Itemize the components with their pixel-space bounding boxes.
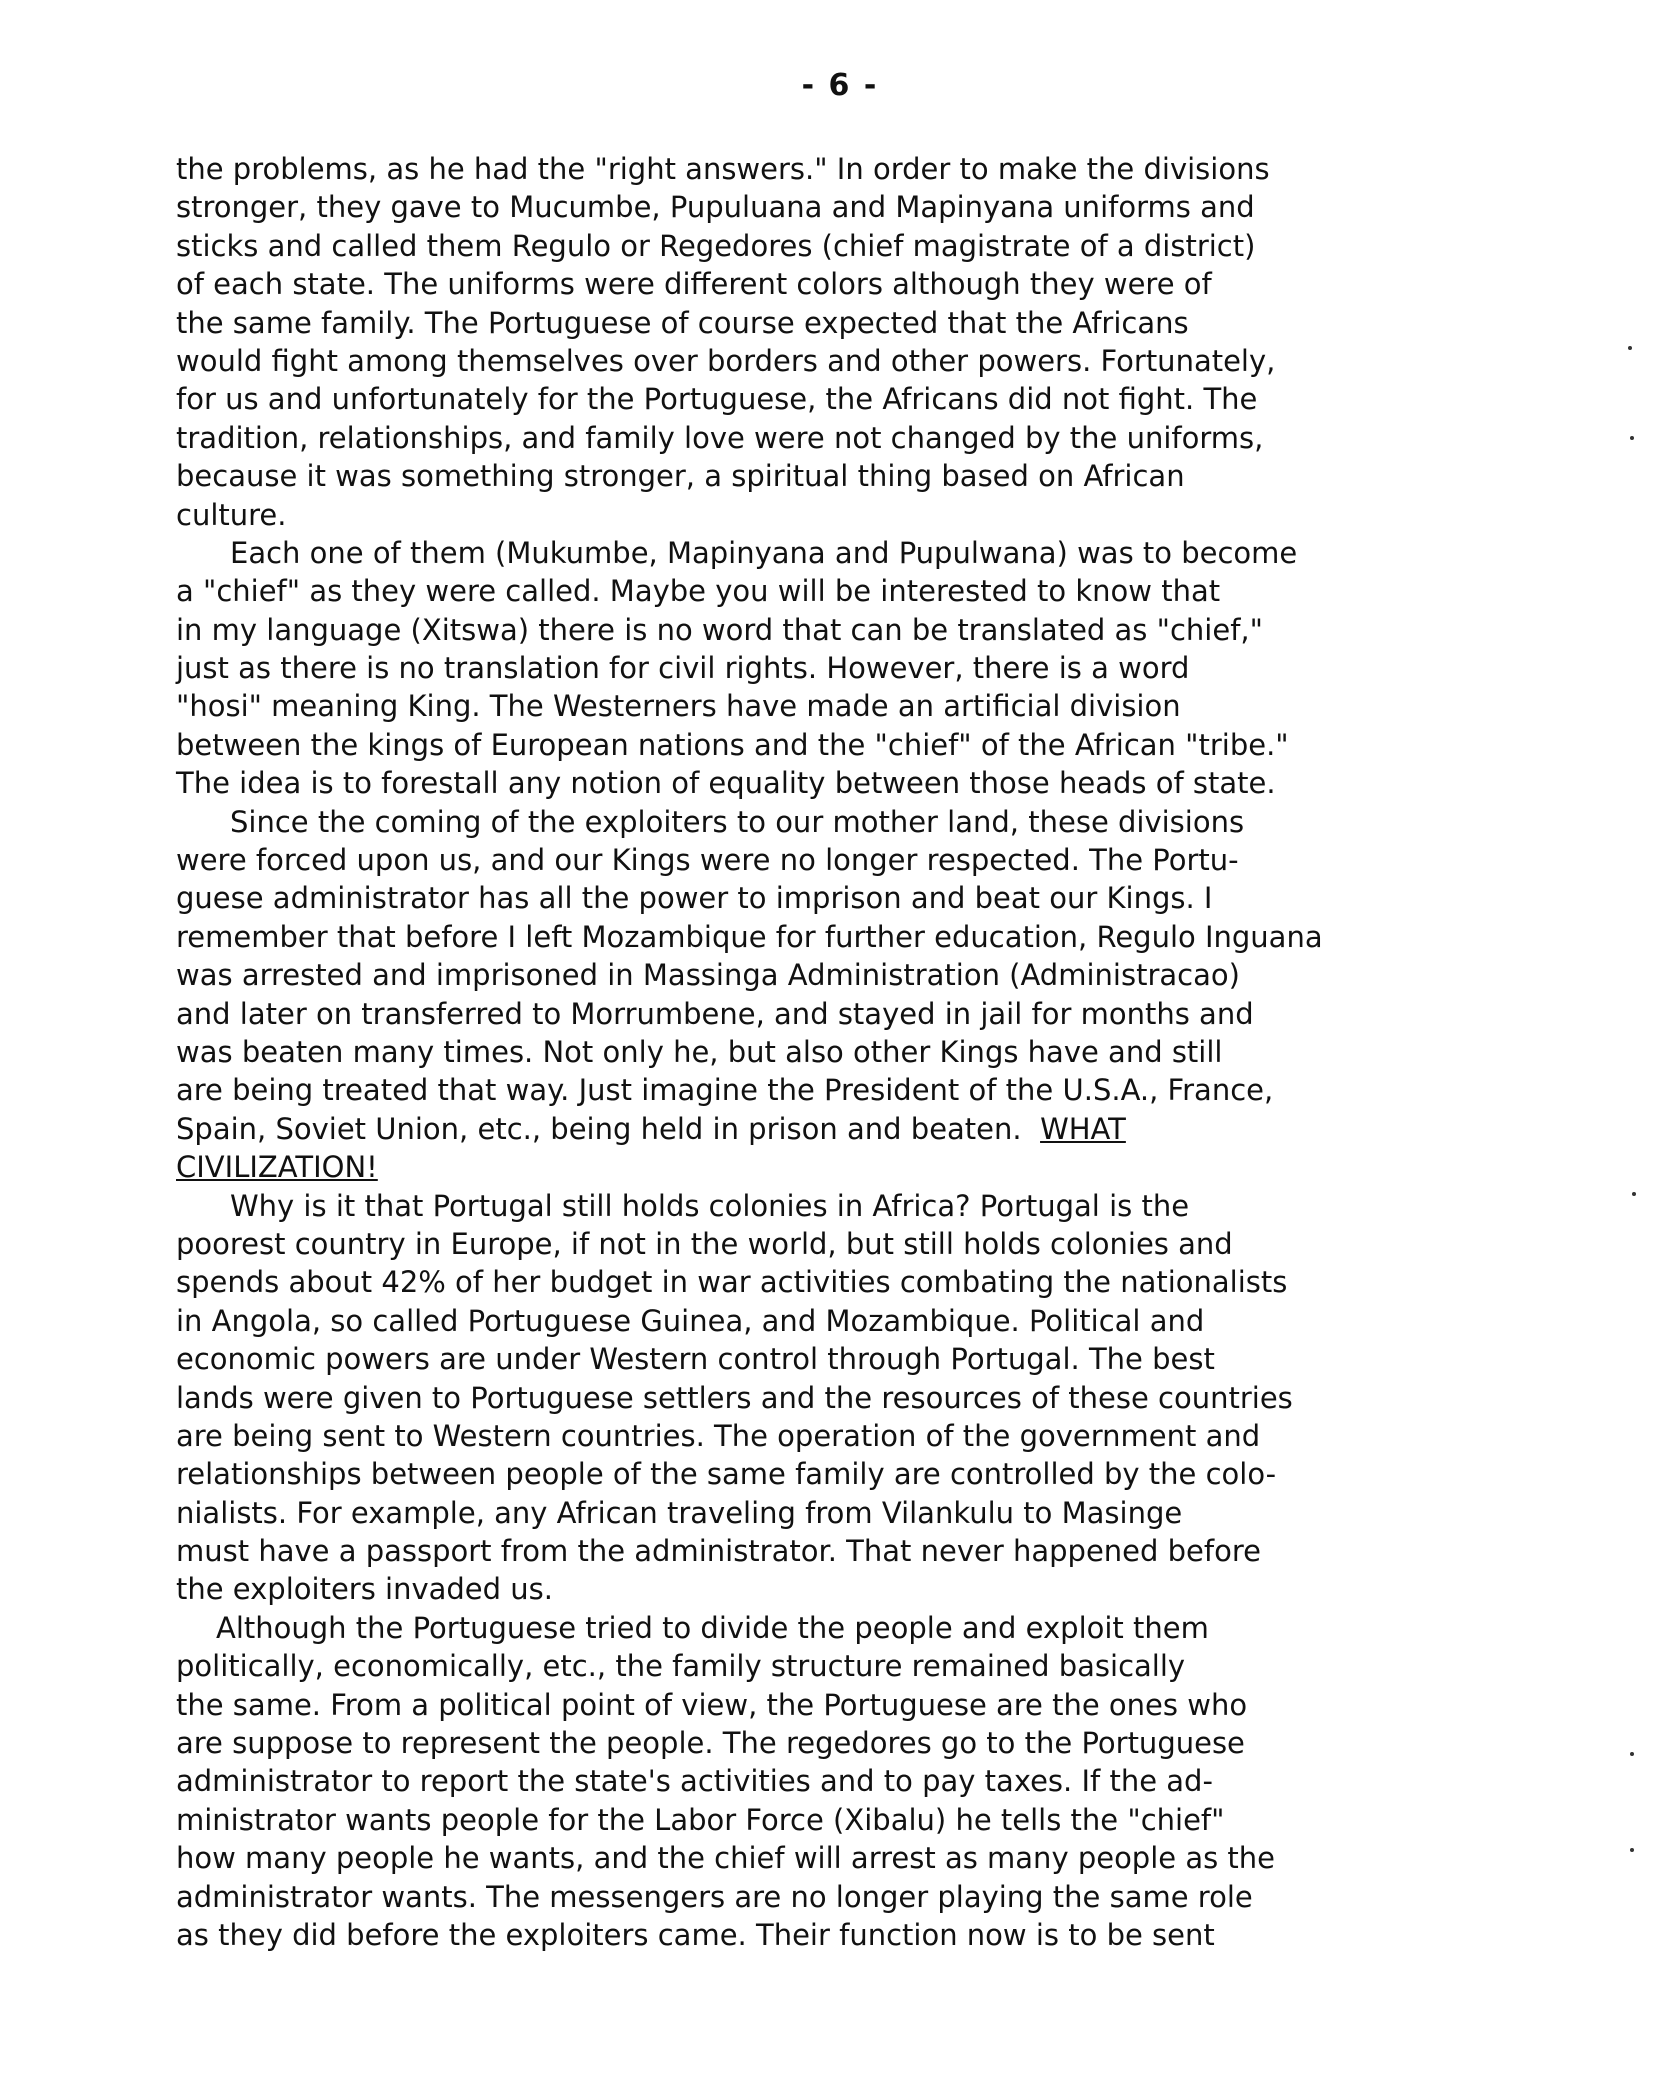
page-number: - 6 -	[801, 68, 879, 103]
scan-speck	[1632, 1192, 1636, 1196]
scan-speck	[1628, 346, 1632, 350]
text-fragment: Spain, Soviet Union, etc., being held in prison and beaten.	[176, 1111, 1041, 1146]
emphasis-underlined: WHAT	[1040, 1111, 1126, 1146]
paragraph-first-line: Why is it that Portugal still holds colonies in Africa? Portugal is the	[230, 1188, 1190, 1223]
text-line: administrator to report the state's activities and to pay taxes. If the ad-	[176, 1764, 1213, 1799]
text-line: are being treated that way. Just imagine the President of the U.S.A., France,	[176, 1073, 1274, 1108]
text-line: was arrested and imprisoned in Massinga Administration (Administracao)	[176, 958, 1240, 993]
text-line: in my language (Xitswa) there is no word that can be translated as "chief,"	[176, 612, 1263, 647]
text-line: The idea is to forestall any notion of equality between those heads of state.	[176, 766, 1276, 801]
paragraph-first-line: Since the coming of the exploiters to our mother land, these divisions	[230, 804, 1245, 839]
text-line: are being sent to Western countries. The operation of the government and	[176, 1418, 1261, 1453]
body-text	[176, 150, 1516, 1954]
text-line: remember that before I left Mozambique for further education, Regulo Inguana	[176, 919, 1323, 954]
text-line: relationships between people of the same family are controlled by the colo-	[176, 1457, 1277, 1492]
text-line	[176, 1110, 1516, 1148]
text-line: was beaten many times. Not only he, but also other Kings have and still	[176, 1034, 1223, 1069]
text-line: would fight among themselves over borders and other powers. Fortunately,	[176, 343, 1276, 378]
paragraph-first-line: Although the Portuguese tried to divide the people and exploit them	[216, 1610, 1209, 1645]
text-line: the same family. The Portuguese of course expected that the Africans	[176, 305, 1189, 340]
text-line: stronger, they gave to Mucumbe, Pupuluana and Mapinyana uniforms and	[176, 190, 1255, 225]
text-line: as they did before the exploiters came. Their function now is to be sent	[176, 1917, 1215, 1952]
text-line: and later on transferred to Morrumbene, and stayed in jail for months and	[176, 996, 1254, 1031]
text-line: poorest country in Europe, if not in the world, but still holds colonies and	[176, 1226, 1233, 1261]
text-line: "hosi" meaning King. The Westerners have made an artificial division	[176, 689, 1181, 724]
text-line: politically, economically, etc., the family structure remained basically	[176, 1649, 1186, 1684]
text-line: for us and unfortunately for the Portuguese, the Africans did not fight. The	[176, 382, 1258, 417]
text-line: ministrator wants people for the Labor Force (Xibalu) he tells the "chief"	[176, 1802, 1225, 1837]
text-line: a "chief" as they were called. Maybe you will be interested to know that	[176, 574, 1221, 609]
text-line: the problems, as he had the "right answers." In order to make the divisions	[176, 152, 1270, 186]
scan-speck	[1630, 1752, 1634, 1756]
text-line: in Angola, so called Portuguese Guinea, and Mozambique. Political and	[176, 1303, 1205, 1338]
text-line: sticks and called them Regulo or Regedores (chief magistrate of a district)	[176, 228, 1256, 263]
text-line: culture.	[176, 497, 287, 532]
text-line: economic powers are under Western control through Portugal. The best	[176, 1342, 1215, 1377]
text-line: were forced upon us, and our Kings were no longer respected. The Portu-	[176, 843, 1239, 878]
text-line: guese administrator has all the power to imprison and beat our Kings. I	[176, 881, 1213, 916]
text-line: spends about 42% of her budget in war activities combating the nationalists	[176, 1265, 1288, 1300]
text-line: lands were given to Portuguese settlers and the resources of these countries	[176, 1380, 1293, 1415]
text-line: are suppose to represent the people. The regedores go to the Portuguese	[176, 1726, 1245, 1761]
text-line: tradition, relationships, and family love were not changed by the uniforms,	[176, 420, 1264, 455]
scan-speck	[1630, 436, 1634, 440]
text-line: how many people he wants, and the chief will arrest as many people as the	[176, 1841, 1276, 1876]
scan-speck	[1630, 1848, 1634, 1852]
emphasis-underlined: CIVILIZATION!	[176, 1150, 378, 1185]
text-line: because it was something stronger, a spiritual thing based on African	[176, 459, 1185, 494]
text-line: the same. From a political point of view, the Portuguese are the ones who	[176, 1687, 1248, 1722]
text-line: just as there is no translation for civil rights. However, there is a word	[176, 651, 1190, 686]
text-line: of each state. The uniforms were different colors although they were of	[176, 267, 1212, 302]
text-line: between the kings of European nations and the "chief" of the African "tribe."	[176, 727, 1289, 762]
text-line: the exploiters invaded us.	[176, 1572, 553, 1607]
text-line: administrator wants. The messengers are no longer playing the same role	[176, 1879, 1253, 1914]
text-line: nialists. For example, any African traveling from Vilankulu to Masinge	[176, 1495, 1183, 1530]
text-line: must have a passport from the administrator. That never happened before	[176, 1534, 1261, 1569]
paragraph-first-line: Each one of them (Mukumbe, Mapinyana and Pupulwana) was to become	[230, 535, 1298, 570]
